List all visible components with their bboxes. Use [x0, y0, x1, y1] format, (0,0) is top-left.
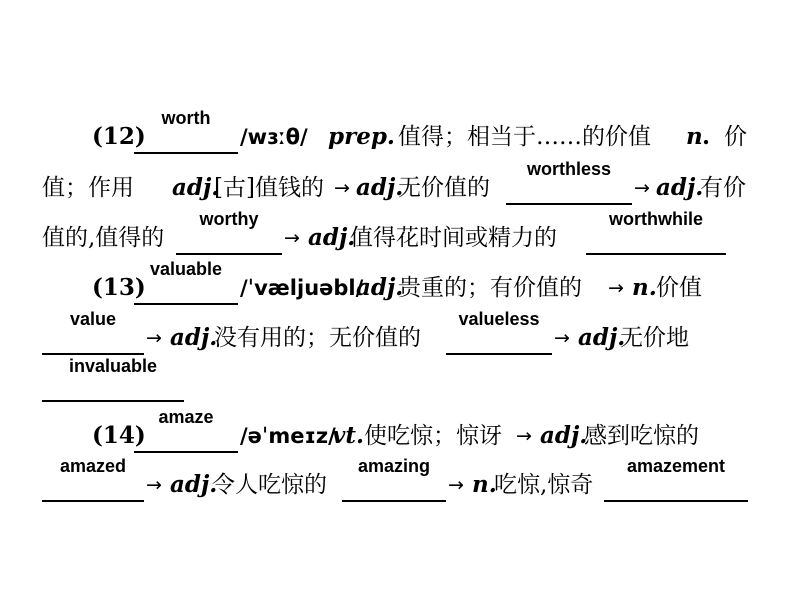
arrow-icon: → [334, 177, 350, 199]
definition: 无价值的 [398, 175, 490, 201]
answer-blank [42, 356, 184, 402]
answer-blank [134, 407, 238, 453]
part-of-speech: adj. [170, 324, 218, 351]
part-of-speech: vt. [332, 422, 364, 449]
part-of-speech: adj. [656, 174, 704, 201]
entry-number: (12) [92, 123, 146, 150]
answer-text: value [69, 309, 117, 329]
entry-number: (14) [92, 422, 146, 449]
entry-12-line-3 [0, 209, 794, 271]
part-of-speech: prep. [328, 123, 395, 150]
answer-text: worthless [526, 159, 612, 179]
phonetic: /wɜːθ/ [240, 125, 308, 149]
arrow-icon: → [284, 227, 300, 249]
definition: 没有用的；无价值的 [214, 325, 421, 351]
definition: 值；作用 [42, 175, 134, 201]
answer-text: invaluable [68, 356, 158, 376]
arrow-icon: → [146, 474, 162, 496]
definition: 贵重的；有价值的 [398, 275, 582, 301]
definition: 值得花时间或精力的 [350, 225, 557, 251]
answer-text: worthwhile [609, 209, 703, 229]
answer-text: valuable [149, 259, 223, 279]
definition: 值得；相当于……的价值 [398, 124, 651, 150]
answer-blank [176, 209, 282, 255]
arrow-icon: → [634, 177, 650, 199]
part-of-speech: adj. [308, 224, 356, 251]
entry-13-line-3 [0, 356, 794, 418]
phonetic: /əˈmeɪz/ [240, 424, 336, 448]
answer-blank [446, 309, 552, 355]
answer-text: amazed [59, 456, 127, 476]
answer-blank [506, 159, 632, 205]
part-of-speech: n [686, 123, 703, 150]
answer-text: amazement [626, 456, 726, 476]
entry-number: (13) [92, 274, 146, 301]
answer-blank [42, 456, 144, 502]
arrow-icon: → [448, 474, 464, 496]
answer-text: worthy [199, 209, 259, 229]
definition: 价 [724, 124, 747, 150]
part-of-speech: adj. [540, 422, 588, 449]
answer-blank [42, 309, 144, 355]
answer-blank [604, 456, 748, 502]
definition: 价值 [656, 275, 702, 301]
part-of-speech: adj. [356, 174, 404, 201]
arrow-icon: → [146, 327, 162, 349]
answer-blank [134, 108, 238, 154]
part-of-speech: n. [632, 274, 657, 301]
arrow-icon: → [554, 327, 570, 349]
entry-14-line-2 [0, 456, 794, 518]
definition: 使吃惊；惊讶 [364, 423, 502, 449]
arrow-icon: → [608, 277, 624, 299]
answer-blank [342, 456, 446, 502]
answer-text: amaze [158, 407, 214, 427]
definition: 有价 [700, 175, 746, 201]
punctuation: . [702, 123, 711, 150]
answer-blank [134, 259, 238, 305]
answer-blank [586, 209, 726, 255]
part-of-speech: adj. [172, 174, 220, 201]
definition: 感到吃惊的 [584, 423, 699, 449]
part-of-speech: n. [472, 471, 497, 498]
definition: 吃惊,惊奇 [494, 472, 594, 498]
entry-12-line-1 [0, 108, 794, 170]
arrow-icon: → [516, 425, 532, 447]
part-of-speech: adj. [170, 471, 218, 498]
part-of-speech: adj. [356, 274, 404, 301]
answer-text: valueless [458, 309, 540, 329]
definition: 无价地 [620, 325, 689, 351]
definition: [古]值钱的 [214, 175, 324, 201]
definition: 值的,值得的 [42, 225, 165, 251]
definition: 令人吃惊的 [212, 472, 327, 498]
answer-text: amazing [357, 456, 431, 476]
phonetic: /ˈvæljuəbl/ [240, 276, 364, 300]
part-of-speech: adj. [578, 324, 626, 351]
answer-text: worth [161, 108, 211, 128]
